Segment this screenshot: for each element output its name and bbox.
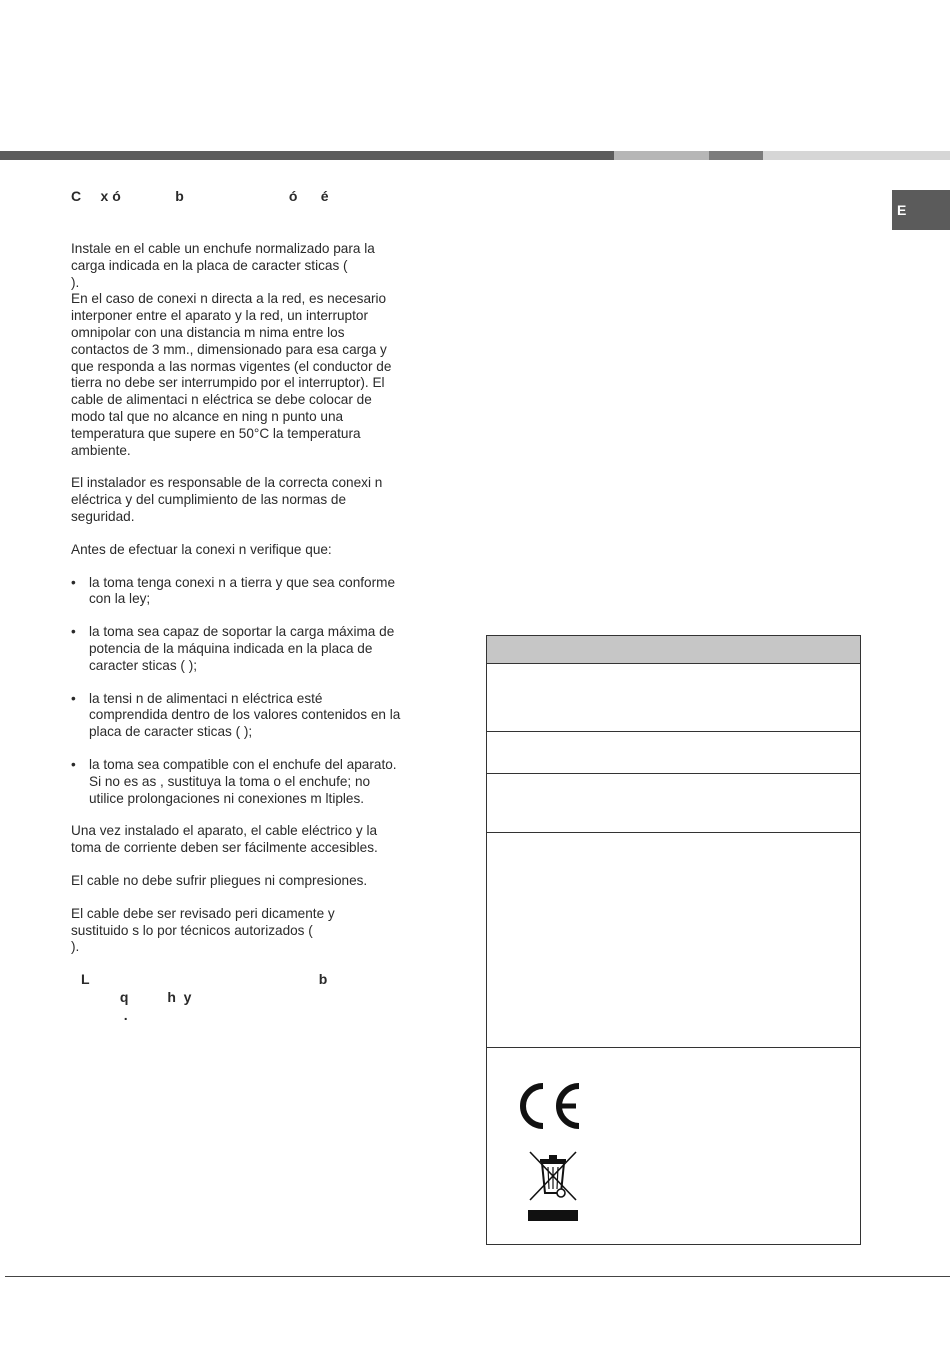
bullet-dot: •: [71, 624, 76, 640]
bullet-dot: •: [71, 690, 76, 706]
paragraph-accessible: Una vez instalado el aparato, el cable eléctrico y la toma de corriente deben ser fácilmente accesibles.: [71, 823, 378, 856]
top-bar-segment-light: [614, 151, 709, 160]
top-bar-segment-dark: [0, 151, 614, 160]
table-row-divider: [486, 773, 861, 774]
list-item: [71, 691, 443, 741]
closing-bold-note: L b q h y .: [81, 971, 328, 1024]
bullet-dot: •: [71, 574, 76, 590]
section-heading: C x ó b ó é: [71, 188, 329, 204]
weee-crossed-bin-icon: [526, 1148, 580, 1222]
paragraph-before-connecting: Antes de efectuar la conexi n verifique que:: [71, 541, 332, 557]
table-row-divider: [486, 832, 861, 833]
list-item-text: la toma tenga conexi n a tierra y que sea conforme con la ley;: [89, 574, 396, 607]
table-header: [487, 636, 860, 664]
list-item-text: la toma sea capaz de soportar la carga máxima de potencia de la máquina indicada en la placa de caracter sticas ( );: [89, 624, 395, 673]
list-item: [71, 757, 443, 807]
connection-instructions: [71, 188, 443, 1024]
paragraph-installer: El instalador es responsable de la correcta conexi n eléctrica y del cumplimiento de las normas de seguridad.: [71, 475, 383, 524]
table-row-divider: [486, 1047, 861, 1048]
paragraph-plug: Instale en el cable un enchufe normalizado para la carga indicada en la placa de caracter sticas ( ).: [71, 241, 375, 290]
table-row-divider: [486, 731, 861, 732]
top-bar-segment-pale: [763, 151, 950, 160]
paragraph-inspection: El cable debe ser revisado peri dicamente y sustituido s lo por técnicos autorizados ( ).: [71, 905, 335, 955]
ce-mark-icon: [516, 1080, 582, 1132]
list-item-text: la tensi n de alimentaci n eléctrica esté comprendida dentro de los valores contenidos en la placa de caracter sticas ( );: [89, 690, 401, 740]
list-item-text: la toma sea compatible con el enchufe del aparato. Si no es as , sustituya la toma o el enchufe; no utilice prolongaciones ni conexiones m ltiples.: [89, 756, 397, 806]
list-item: [71, 575, 443, 609]
language-tab: E: [892, 190, 950, 230]
list-item: [71, 624, 443, 674]
top-bar-segment-medium: [709, 151, 763, 160]
footer-divider: [5, 1276, 950, 1277]
paragraph-direct-connection: En el caso de conexi n directa a la red, es necesario interponer entre el aparato y la red, un interruptor omnipolar con una distancia m nima entre los contactos de 3 mm., dimensionado para esa carga y que responda a las normas vigentes (el conductor de tierra no debe ser interrumpido por el interruptor). El cable de alimentaci n eléctrica se debe colocar de modo tal que no alcance en ning n punto una temperatura que supere en 50°C la temperatura ambiente.: [71, 291, 392, 458]
bullet-dot: •: [71, 756, 76, 772]
table-bottom-border: [486, 1244, 861, 1245]
paragraph-no-folds: El cable no debe sufrir pliegues ni compresiones.: [71, 872, 368, 888]
top-color-bar: [0, 151, 950, 160]
